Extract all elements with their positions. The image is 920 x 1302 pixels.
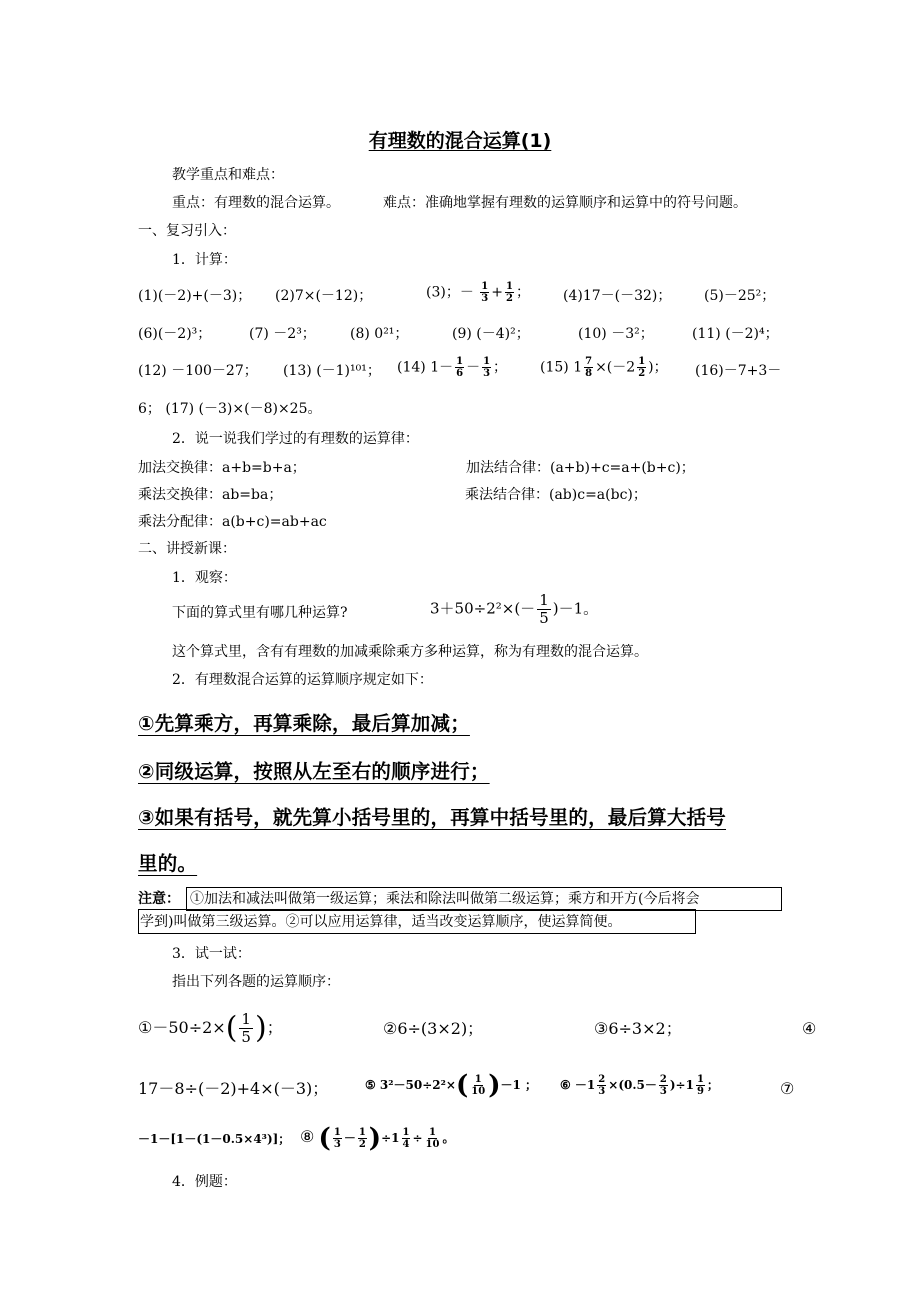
law-add-assoc: 加法结合律：(a+b)+c=a+(b+c)； xyxy=(466,460,695,476)
rule-1: ①先算乘方，再算乘除，最后算加减； xyxy=(138,712,470,735)
paren-left: ( xyxy=(318,1123,331,1154)
note-label: 注意： xyxy=(138,891,180,907)
problem-6: (6)(－2)³； xyxy=(138,326,212,342)
paren-right: ) xyxy=(488,1070,501,1101)
page-title: 有理数的混合运算(1) xyxy=(368,130,552,152)
problem-3: (3)；－ $\frac{1}{3}$ + $\frac{1}{2}$ ； xyxy=(426,281,530,304)
intro-heading: 教学重点和难点： xyxy=(172,167,284,183)
observe-label: 1．观察： xyxy=(172,570,237,586)
exercise-2: ②6÷(3×2)； xyxy=(383,1019,484,1038)
rule-3-line-2: 里的。 xyxy=(138,852,198,875)
problem-1: (1)(－2)+(－3)； xyxy=(138,288,252,304)
fraction: $\frac{2}{3}$ xyxy=(659,1074,667,1097)
exercise-5: ⑤ 3²－50÷2²×( $\frac{1}{10}$ )－1 ； xyxy=(365,1070,538,1101)
example-label: 4．例题： xyxy=(172,1174,237,1190)
fraction: $\frac{1}{6}$ xyxy=(456,356,464,379)
exercise-4: 17－8÷(－2)+4×(－3)； xyxy=(138,1079,329,1098)
observe-expression: 3＋50÷2²×(－ $\frac{1}{5}$ )－1。 xyxy=(430,591,599,627)
observe-question: 下面的算式里有哪几种运算? xyxy=(172,605,348,621)
law-distrib: 乘法分配律：a(b+c)=ab+ac xyxy=(138,514,327,530)
exercise-4-number: ④ xyxy=(802,1019,817,1038)
exercise-7: －1－[1－(1－0.5×4³)]； xyxy=(138,1132,291,1146)
problem-row-4: 6； (17) (－3)×(－8)×25。 xyxy=(138,401,322,417)
problem-2: (2)7×(－12)； xyxy=(275,288,373,304)
fraction: $\frac{1}{9}$ xyxy=(696,1074,704,1097)
rule-2: ②同级运算，按照从左至右的顺序进行； xyxy=(138,760,490,783)
note-line-2: 学到)叫做第三级运算。②可以应用运算律，适当改变运算顺序，使运算简便。 xyxy=(140,914,622,930)
problem-8: (8) 0²¹； xyxy=(350,326,409,342)
exercise-7-number: ⑦ xyxy=(780,1079,795,1098)
problem-5: (5)－25²； xyxy=(704,288,776,304)
item2-label: 2．说一说我们学过的有理数的运算律： xyxy=(172,431,419,447)
item1-label: 1．计算： xyxy=(172,252,237,268)
intro-difficulty: 难点：准确地掌握有理数的运算顺序和运算中的符号问题。 xyxy=(383,195,747,211)
fraction: $\frac{2}{3}$ xyxy=(598,1074,606,1097)
law-mul-comm: 乘法交换律：ab=ba； xyxy=(138,487,283,503)
paren-left: ( xyxy=(225,1010,238,1046)
problem-10: (10) －3²； xyxy=(578,326,654,342)
problem-14: (14) 1－ $\frac{1}{6}$ － $\frac{1}{3}$ ； xyxy=(397,356,508,379)
exercise-6: ⑥ －1 $\frac{2}{3}$ ×(0.5－ $\frac{2}{3}$ )÷1 $\frac{1}{9}$ ； xyxy=(560,1074,719,1097)
fraction: $\frac{1}{3}$ xyxy=(481,281,489,304)
problem-9: (9) (－4)²； xyxy=(452,326,530,342)
fraction: $\frac{1}{4}$ xyxy=(402,1127,410,1150)
fraction: $\frac{1}{5}$ xyxy=(241,1010,251,1046)
problem-13: (13) (－1)¹⁰¹； xyxy=(283,363,381,379)
fraction: $\frac{1}{2}$ xyxy=(638,356,646,379)
law-mul-assoc: 乘法结合律：(ab)c=a(bc)； xyxy=(465,487,647,503)
fraction: $\frac{1}{2}$ xyxy=(506,281,513,304)
problem-12: (12) －100－27； xyxy=(138,363,258,379)
exercise-8: ⑧ ( $\frac{1}{3}$ － $\frac{1}{2}$ )÷1 $\frac{1}{4}$ ÷ $\frac{1}{10}$ 。 xyxy=(300,1123,455,1154)
problem-4: (4)17－(－32)； xyxy=(563,288,672,304)
mixed-op-explain: 这个算式里，含有有理数的加减乘除乘方多种运算，称为有理数的混合运算。 xyxy=(172,644,648,660)
paren-left: ( xyxy=(455,1070,469,1101)
fraction: $\frac{1}{10}$ xyxy=(425,1127,440,1150)
fraction: $\frac{1}{5}$ xyxy=(539,591,549,627)
fraction: $\frac{1}{3}$ xyxy=(333,1127,341,1150)
try-prompt: 指出下列各题的运算顺序： xyxy=(172,974,340,990)
problem-15: (15) 1 $\frac{7}{8}$ ×(－2 $\frac{1}{2}$ )； xyxy=(540,356,668,379)
exercise-1: ①－50÷2×( $\frac{1}{5}$ )； xyxy=(138,1010,283,1046)
note-line-1: ①加法和减法叫做第一级运算；乘法和除法叫做第二级运算；乘方和开方(今后将会 xyxy=(190,891,700,907)
intro-focus: 重点：有理数的混合运算。 xyxy=(172,195,340,211)
exercise-3: ③6÷3×2； xyxy=(594,1019,682,1038)
section1-heading: 一、复习引入： xyxy=(138,223,236,239)
section2-heading: 二、讲授新课： xyxy=(138,541,236,557)
paren-right: ) xyxy=(254,1010,267,1046)
fraction: $\frac{1}{2}$ xyxy=(358,1127,366,1150)
problem-11: (11) (－2)⁴； xyxy=(692,326,779,342)
problem-16: (16)－7+3－ xyxy=(695,363,782,379)
order-label: 2．有理数混合运算的运算顺序规定如下： xyxy=(172,672,433,688)
fraction: $\frac{1}{3}$ xyxy=(483,356,491,379)
paren-right: ) xyxy=(368,1123,382,1154)
try-label: 3．试一试： xyxy=(172,946,251,962)
rule-3-line-1: ③如果有括号，就先算小括号里的，再算中括号里的，最后算大括号 xyxy=(138,806,727,829)
fraction: $\frac{1}{10}$ xyxy=(471,1074,486,1097)
law-add-comm: 加法交换律：a+b=b+a； xyxy=(138,460,306,476)
fraction: $\frac{7}{8}$ xyxy=(585,356,593,379)
problem-7: (7) －2³； xyxy=(249,326,316,342)
